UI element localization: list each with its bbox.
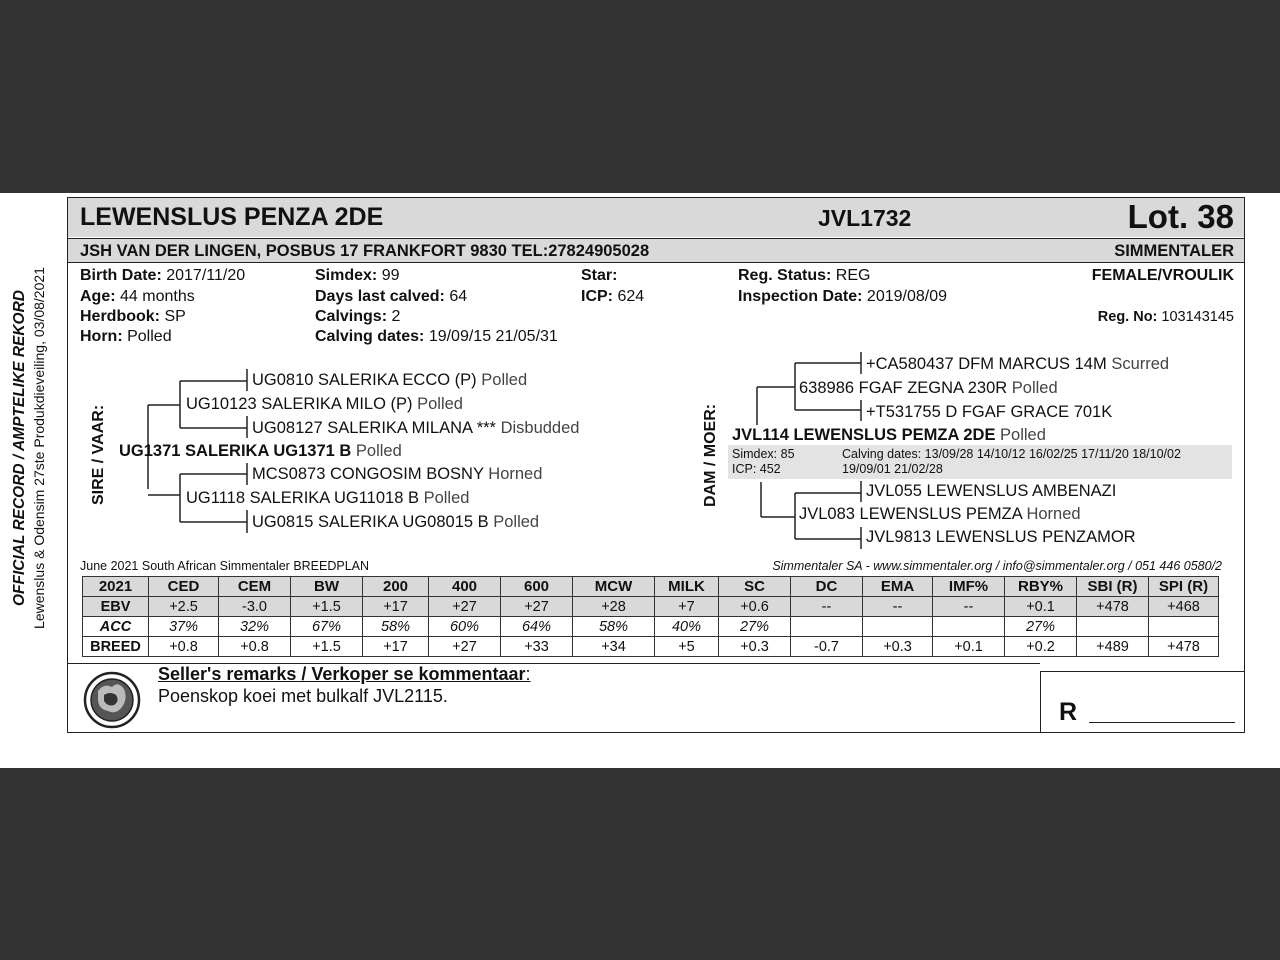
breed-row-cell: -0.7 xyxy=(791,637,863,657)
breed-row xyxy=(83,637,1219,657)
acc-row xyxy=(83,617,1219,637)
ebv-row-cell: -- xyxy=(863,597,933,617)
ebv-header-row-cell: 2021 xyxy=(83,577,149,597)
reg-status-row: Reg. Status: REG xyxy=(738,267,871,284)
breed-row-cell: +17 xyxy=(363,637,429,657)
acc-row-cell: 58% xyxy=(363,617,429,637)
breed-row-cell: +1.5 xyxy=(291,637,363,657)
breed-row-cell: BREED xyxy=(83,637,149,657)
sire-dam: UG1118 SALERIKA UG11018 B Polled xyxy=(186,489,470,507)
breed-row-cell: +0.1 xyxy=(933,637,1005,657)
reg-status: REG xyxy=(835,267,871,284)
ebv-row xyxy=(83,597,1219,617)
ebv-header-row-cell: SPI (R) xyxy=(1149,577,1219,597)
ebv-row-cell: -- xyxy=(933,597,1005,617)
ebv-row-cell: +28 xyxy=(573,597,655,617)
acc-row-cell: 60% xyxy=(429,617,501,637)
calvings-row: Calvings: 2 xyxy=(315,308,401,325)
lot-number: Lot. 38 xyxy=(1127,198,1234,235)
dam-sire-sire: +CA580437 DFM MARCUS 14M Scurred xyxy=(866,355,1170,373)
birth-date-row: Birth Date: 2017/11/20 xyxy=(80,267,246,284)
sire-sire: UG10123 SALERIKA MILO (P) Polled xyxy=(186,395,463,413)
age-row: Age: 44 months xyxy=(80,288,195,305)
breed-name: SIMMENTALER xyxy=(1114,242,1234,260)
ebv-header-row-cell: SC xyxy=(719,577,791,597)
sheet xyxy=(0,193,1280,768)
breed-row-cell: +5 xyxy=(655,637,719,657)
dam-calving-dates-2: 19/09/01 21/02/28 xyxy=(842,462,943,476)
acc-row-cell: ACC xyxy=(83,617,149,637)
ebv-row-cell: -- xyxy=(791,597,863,617)
calving-dates: 19/09/15 21/05/31 xyxy=(428,328,558,345)
breed-row-cell: +0.3 xyxy=(719,637,791,657)
lot-card xyxy=(67,197,1245,733)
reg-no: 103143145 xyxy=(1161,309,1234,325)
ebv-header-row-cell: SBI (R) xyxy=(1077,577,1149,597)
icp: 624 xyxy=(617,288,645,305)
ebv-header-row-cell: CEM xyxy=(219,577,291,597)
ebv-row-cell: +468 xyxy=(1149,597,1219,617)
dam-simdex: Simdex: 85 xyxy=(732,447,795,461)
age: 44 months xyxy=(120,288,195,305)
ebv-row-cell: +1.5 xyxy=(291,597,363,617)
acc-row-cell: 27% xyxy=(719,617,791,637)
dam-dam-dam: JVL9813 LEWENSLUS PENZAMOR xyxy=(866,528,1136,546)
ebv-row-cell: +27 xyxy=(429,597,501,617)
dam-sire-dam: +T531755 D FGAF GRACE 701K xyxy=(866,403,1113,421)
ebv-header-row-cell: 200 xyxy=(363,577,429,597)
acc-row-cell: 40% xyxy=(655,617,719,637)
sex: FEMALE/VROULIK xyxy=(1091,267,1234,284)
icp-row: ICP: 624 xyxy=(581,288,645,305)
acc-row-cell xyxy=(863,617,933,637)
ebv-row-cell: +0.1 xyxy=(1005,597,1077,617)
dam: JVL114 LEWENSLUS PEMZA 2DE Polled xyxy=(732,426,1046,444)
acc-row-cell: 58% xyxy=(573,617,655,637)
ebv-row-cell: EBV xyxy=(83,597,149,617)
acc-row-cell: 32% xyxy=(219,617,291,637)
herdbook-row: Herdbook: SP xyxy=(80,308,186,325)
owner-details: JSH VAN DER LINGEN, POSBUS 17 FRANKFORT 9830 TEL:27824905028 xyxy=(80,242,650,260)
ebv-header-row-cell: MILK xyxy=(655,577,719,597)
ebv-table xyxy=(82,576,1219,657)
breed-row-cell: +0.2 xyxy=(1005,637,1077,657)
calvings: 2 xyxy=(391,308,401,325)
ebv-header-row-cell: RBY% xyxy=(1005,577,1077,597)
ebv-row-cell: +7 xyxy=(655,597,719,617)
breed-row-cell: +0.3 xyxy=(863,637,933,657)
ebv-header-row-cell: BW xyxy=(291,577,363,597)
breed-row-cell: +489 xyxy=(1077,637,1149,657)
ebv-row-cell: +17 xyxy=(363,597,429,617)
days-calved-row: Days last calved: 64 xyxy=(315,288,468,305)
ebv-row-cell: -3.0 xyxy=(219,597,291,617)
star-row: Star: xyxy=(581,267,618,284)
remarks-title: Seller's remarks / Verkoper se kommentaar: xyxy=(158,664,531,684)
ebv-header-row-cell: EMA xyxy=(863,577,933,597)
simdex-row: Simdex: 99 xyxy=(315,267,400,284)
breed-row-cell: +0.8 xyxy=(219,637,291,657)
breed-row-cell: +27 xyxy=(429,637,501,657)
title-bar xyxy=(68,197,1244,237)
inspection-row: Inspection Date: 2019/08/09 xyxy=(738,288,947,305)
side-label-sale: Lewenslus & Odensim 27ste Produkdieveiling, 03/08/2021 xyxy=(31,267,47,629)
days-calved: 64 xyxy=(449,288,468,305)
sire-sire-dam: UG08127 SALERIKA MILANA *** Disbudded xyxy=(252,419,580,437)
acc-row-cell: 64% xyxy=(501,617,573,637)
price-box xyxy=(1040,671,1244,733)
side-label-official: OFFICIAL RECORD / AMPTELIKE REKORD xyxy=(11,289,28,607)
calving-dates-row: Calving dates: 19/09/15 21/05/31 xyxy=(315,328,558,345)
dam-icp: ICP: 452 xyxy=(732,462,781,476)
ebv-header-row-cell: IMF% xyxy=(933,577,1005,597)
sire-sire-sire: UG0810 SALERIKA ECCO (P) Polled xyxy=(252,371,528,389)
price-input-line[interactable] xyxy=(1089,722,1235,723)
breed-row-cell: +33 xyxy=(501,637,573,657)
ebv-row-cell: +27 xyxy=(501,597,573,617)
side-label xyxy=(2,253,56,643)
remarks-section xyxy=(68,663,1040,733)
sire-dam-sire: MCS0873 CONGOSIM BOSNY Horned xyxy=(252,465,543,483)
dam-dam: JVL083 LEWENSLUS PEMZA Horned xyxy=(799,505,1081,523)
simmentaler-seal-icon xyxy=(80,671,144,729)
simdex: 99 xyxy=(381,267,400,284)
acc-row-cell xyxy=(933,617,1005,637)
ebv-row-cell: +2.5 xyxy=(149,597,219,617)
owner-bar xyxy=(68,238,1244,263)
breed-row-cell: +0.8 xyxy=(149,637,219,657)
breed-row-cell: +478 xyxy=(1149,637,1219,657)
acc-row-cell xyxy=(791,617,863,637)
dam-dam-sire: JVL055 LEWENSLUS AMBENAZI xyxy=(866,482,1117,500)
acc-row-cell: 27% xyxy=(1005,617,1077,637)
acc-row-cell: 37% xyxy=(149,617,219,637)
ebv-header-row-cell: CED xyxy=(149,577,219,597)
dam-calving-box xyxy=(728,445,1232,479)
remarks-text: Poenskop koei met bulkalf JVL2115. xyxy=(158,686,448,706)
dam-sire: 638986 FGAF ZEGNA 230R Polled xyxy=(799,379,1058,397)
dam-label: DAM / MOER: xyxy=(702,403,719,507)
reg-no-row: Reg. No: 103143145 xyxy=(1097,309,1234,325)
dam-calving-dates: Calving dates: 13/09/28 14/10/12 16/02/25 17/11/20 18/10/02 xyxy=(842,447,1181,461)
ebv-row-cell: +0.6 xyxy=(719,597,791,617)
ebv-header-row-cell: 600 xyxy=(501,577,573,597)
breedplan-contact: Simmentaler SA - www.simmentaler.org / info@simmentaler.org / 051 446 0580/2 xyxy=(772,559,1222,573)
sire-label: SIRE / VAAR: xyxy=(90,404,107,505)
acc-row-cell: 67% xyxy=(291,617,363,637)
sire-dam-dam: UG0815 SALERIKA UG08015 B Polled xyxy=(252,513,540,531)
animal-id: JVL1732 xyxy=(818,205,912,231)
horn-row: Horn: Polled xyxy=(80,328,172,345)
acc-row-cell xyxy=(1149,617,1219,637)
animal-name: LEWENSLUS PENZA 2DE xyxy=(80,203,384,231)
ebv-header-row-cell: MCW xyxy=(573,577,655,597)
sire: UG1371 SALERIKA UG1371 B Polled xyxy=(119,442,402,460)
ebv-row-cell: +478 xyxy=(1077,597,1149,617)
horn: Polled xyxy=(127,328,172,345)
price-currency: R xyxy=(1059,698,1078,726)
breed-row-cell: +34 xyxy=(573,637,655,657)
acc-row-cell xyxy=(1077,617,1149,637)
breedplan-caption: June 2021 South African Simmentaler BREEDPLAN xyxy=(80,559,370,573)
ebv-header-row xyxy=(83,577,1219,597)
birth-date: 2017/11/20 xyxy=(166,267,246,284)
inspection-date: 2019/08/09 xyxy=(866,288,947,305)
herdbook: SP xyxy=(164,308,186,325)
ebv-header-row-cell: 400 xyxy=(429,577,501,597)
ebv-header-row-cell: DC xyxy=(791,577,863,597)
